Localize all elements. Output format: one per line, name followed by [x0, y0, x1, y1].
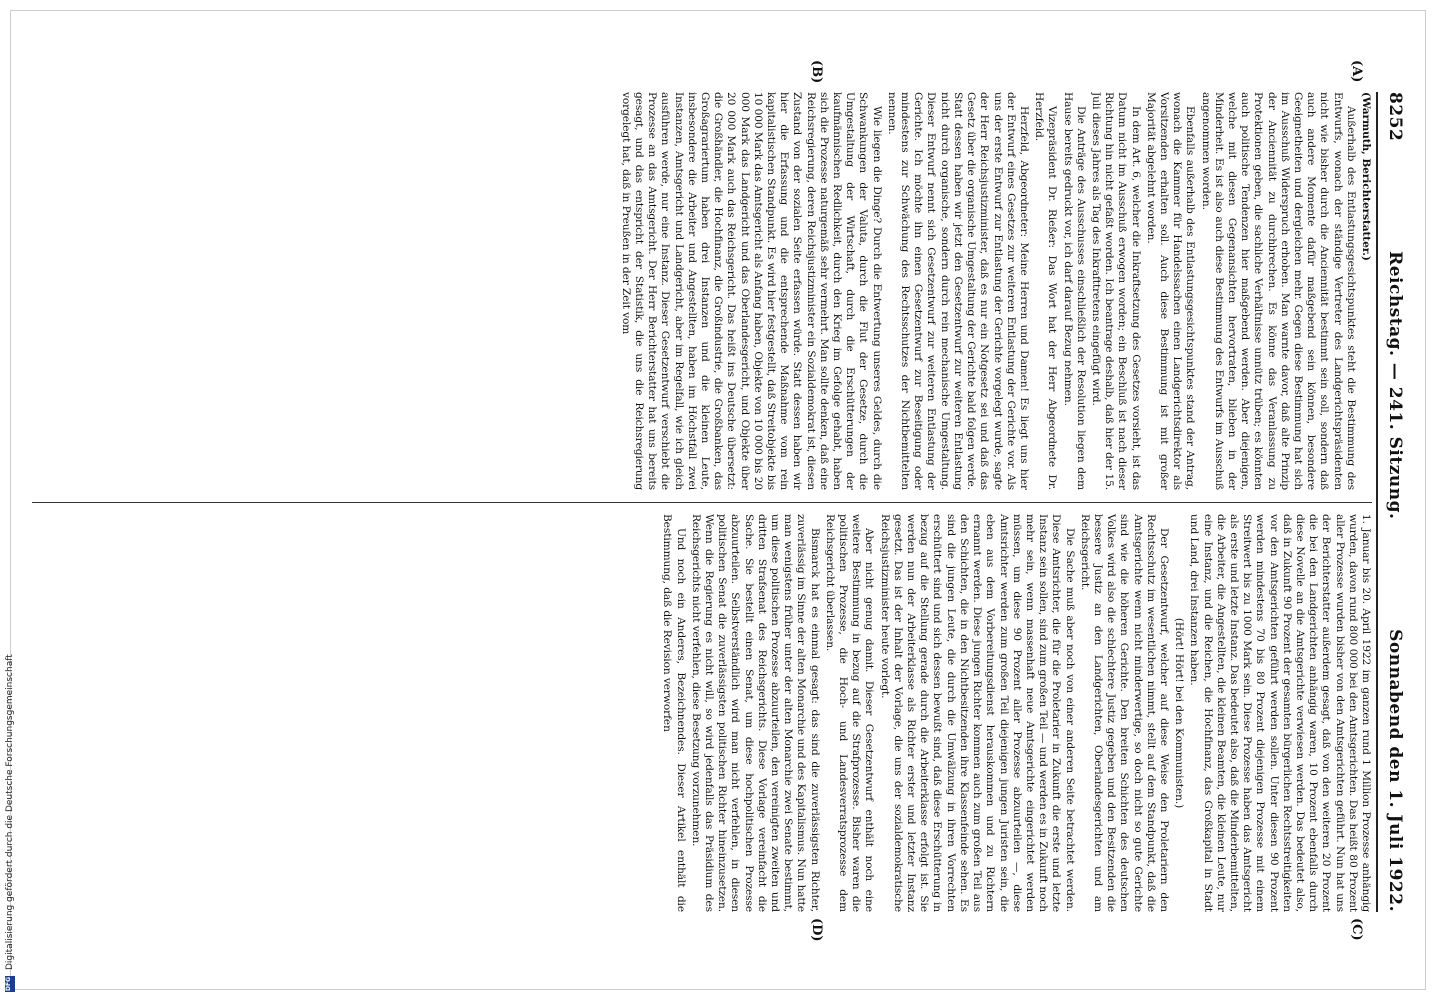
margin-marker-d: (D) [809, 918, 824, 942]
paragraph: Wie liegen die Dinge? Durch die Entwertung unseres Geldes, durch die Schwankungen der Valuta, durch die Flut der Gesetze, durch die Umgestaltung der Wirtschaft, durch die Erschütterungen der kaufmännischen Redlichkeit, durch den Krieg im Gefolge gehabt, haben sich die Prozesse naturgemäß sehr vermehrt. Man sollte denken, daß eine Reichsregierung, deren Reichsjustizminister ein Sozialdemokrat ist, diesen Zustand von der sozialen Seite erfassen würde. Statt dessen haben wir hier die Erfassung und die entsprechende Maßnahme vom rein kapitalistischen Standpunkt. Es wird hier festgestellt, daß Streitobjekte bis 10 000 Mark das Amtsgericht als Anfang haben, Objekte von 10 000 bis 20 000 Mark das Landgericht und das Oberlandesgericht, und Objekte über 20 000 Mark auch das Reichsgericht. Das heißt ins Deutsche übersetzt: die Großhändler, die Hochfinanz, die Großindustrie, die Großbanken, das Großagrariertum haben drei Instanzen und die kleinen Leute, insbesondere die Arbeiter und Angestellten, haben im Höchstfall zwei Instanzen, Amtsgericht und Landgericht, aber im Regelfall, wie ich gleich ausführen werde, nur eine Instanz. Dieser Gesetzentwurf verschiebt die Prozesse an das Amtsgericht. Der Herr Berichterstatter hat uns bereits gesagt, und das entspricht der Statistik, die uns die Reichsregierung vorgelegt hat, daß in Preußen in der Zeit vom [619, 92, 883, 490]
page-header [1382, 92, 1408, 912]
digitization-credit [4, 12, 16, 992]
left-column [22, 92, 1372, 490]
paragraph: (Warmuth, Berichterstatter.) [1360, 92, 1372, 261]
paragraph: Außerhalb des Entlastungsgesichtspunktes steht die Bestimmung des Entwurfs, wonach der ständige Vertreter des Landgerichtspräsidenten nicht wie bisher durch die Anciennität bestimmt sein soll, sondern daß auch andere Momente dafür maßgebend sein können, besondere Geeignetheiten und dergleichen mehr. Gegen diese Bestimmung hat sich im Ausschuß Widerspruch erhoben. Man warnte davor, daß alte Prinzip der Anciennität zu durchbrechen. Es könne das Veranlassung zu Protektionen geben, die sachliche Verhältnisse unnütz trüben; es könnten auch politische Tendenzen hier maßgebend werden. Aber diejenigen, welche mit diesen Gegenansichten hervortraten, blieben in der Minderheit. Es ist also auch diese Bestimmung des Entwurfs im Ausschuß angenommen worden. [1199, 92, 1357, 490]
paragraph: Ebenfalls außerhalb des Entlastungsgesichtspunktes stand der Antrag, wonach die Kammer für Handelssachen einen Landgerichtsdirektor als Vorsitzenden erhalten soll. Auch diese Bestimmung ist mit großer Majorität abgelehnt worden. [1144, 92, 1197, 490]
paragraph: Die Anträge des Ausschusses einschließlich der Resolution liegen dem Hause bereits gedruckt vor, ich darf darauf Bezug nehmen. [1061, 92, 1087, 490]
paragraph: Die Sache muß aber noch von einer anderen Seite betrachtet werden. Diese Amtsrichter, die für die Proletarier in Zukunft die erste und letzte Instanz sein sollen, sind zum großen Teil — und werden es in Zukunft noch mehr sein, wenn massenhaft neue Amtsgerichte eingerichtet werden müssen, um diese 90 Prozent aller Prozesse abzuurteilen —, diese Amtsrichter werden zum großen Teil diejenigen jungen Juristen sein, die eben aus dem Vorbereitungsdienst herauskommen und zu Richtern ernannt werden. Diese jungen Richter kommen auch zum großen Teil aus den Schichten, die in den Nichtbesitzenden ihre Klassenfeinde sehen. Es sind die jungen Leute, die durch die Umwälzung in ihren Vorrechten erschüttert sind und sich dessen bewußt sind, daß diese Erschütterung in bezug auf die Stellung gerade durch die Arbeiterklasse erfolgt ist. Sie werden nun der Arbeiterklasse als Richter erster und letzter Instanz gesetzt. Das ist der Inhalt der Vorlage, die uns der sozialdemokratische Reichsjustizminister heute vorlegt. [878, 514, 1076, 912]
paragraph: Aber nicht genug damit. Dieser Gesetzentwurf enthält noch eine weitere Bestimmung in bezug auf die Strafprozesse. Bisher waren die politischen Prozesse, die Hoch- und Landesverratsprozesse dem Reichsgericht überlassen. [823, 514, 876, 912]
paragraph: Vizepräsident Dr. Rießer: Das Wort hat der Herr Abgeordnete Dr. Herzfeld. [1033, 92, 1059, 490]
session-title: Reichstag. — 241. Sitzung. [1385, 251, 1405, 520]
column-divider [32, 502, 1372, 503]
paragraph: (Hört! Hört! bei den Kommunisten.) [1173, 617, 1186, 809]
session-date: Sonnabend den 1. Juli 1922. [1385, 629, 1405, 912]
dfg-logo-icon: DFG [5, 976, 15, 992]
paragraph: Bismarck hat es einmal gesagt: das sind die zuverlässigsten Richter, zuverlässig im Sinne der alten Monarchie und des Kapitalismus. Nun hatte man wenigstens früher unter der alten Monarchie zwei Senate bestimmt, um diese politischen Prozesse abzuurteilen, den vereinigten zweiten und dritten Strafsenat des Reichsgerichts. Diese Vorlage vereinfacht die Sache. Sie bestellt einen Senat, um diese hochpolitischen Prozesse abzuurteilen. Selbstverständlich wird man nicht verfehlen, in diesen politischen Senat die zuverlässigsten politischen Richter hineinzusetzen. Wenn die Regierung es nicht will, so wird jedenfalls das Präsidium des Reichsgerichts nicht verfehlen, diese Besetzung vorzunehmen. [689, 514, 821, 912]
right-column [22, 514, 1372, 912]
paragraph: Herzfeld, Abgeordneter: Meine Herren und Damen! Es liegt uns hier der Entwurf eines Gesetzes zur weiteren Entlastung der Gerichte vor. Als uns der erste Entwurf zur Entlastung der Gerichte vorgelegt wurde, sagte der Herr Reichsjustizminister, daß es nur ein Notgesetz sei und daß das Gesetz über die organische Umgestaltung der Gerichte bald folgen werde. Statt dessen haben wir jetzt den Gesetzentwurf zur weiteren Entlastung nicht durch organische, sondern durch rein mechanische Umgestaltung. Dieser Entwurf nennt sich Gesetzentwurf zur weiteren Entlastung der Gerichte. Ich möchte ihn einen Gesetzentwurf zur Beseitigung oder mindestens zur Schwächung des Rechtsschutzes der Nichtbemittelten nennen. [885, 92, 1030, 490]
paragraph: Und noch ein Anderes, Bezeichnendes. Dieser Artikel enthält die Bestimmung, daß die Revision verworfen [661, 514, 687, 912]
paragraph: Der Gesetzentwurf, welcher auf diese Weise den Proletariern den Rechtsschutz im wesentlichen nimmt, stellt auf dem Standpunkt, daß die Amtsgerichte wenn nicht minderwertige, so doch nicht so gute Gerichte sind wie die höheren Gerichte. Den breiten Schichten des deutschen Volkes wird also die schlechtere Justiz gegeben und den Besitzenden die bessere Justiz an den Landgerichten, Oberlandesgerichten und am Reichsgericht. [1078, 514, 1170, 912]
margin-marker-c: (C) [1349, 918, 1364, 941]
header-rule [1376, 92, 1378, 912]
paragraph: In dem Art. 6, welcher die Inkraftsetzung des Gesetzes vorsieht, ist das Datum nicht im Ausschuß erwogen worden; ein Beschluß ist nach dieser Richtung hin nicht gefaßt worden. Ich beantrage deshalb, daß hier der 15. Juli dieses Jahres als Tag des Inkrafttretens eingefügt wird. [1089, 92, 1142, 490]
margin-marker-b: (B) [809, 60, 824, 84]
credit-text: Digitalisierung gefördert durch die Deutsche Forschungsgemeinschaft [5, 654, 15, 970]
margin-marker-a: (A) [1349, 60, 1364, 83]
page-number: 8252 [1385, 92, 1405, 142]
paragraph: 1. Januar bis 20. April 1922 im ganzen rund 1 Million Prozesse anhängig wurden, davon rund 800 000 bei den Amtsgerichten. Das heißt 80 Prozent aller Prozesse wurden bisher von den Amtsgerichten geführt. Nun hat uns der Berichterstatter außerdem gesagt, daß von den weiteren 20 Prozent die bei den Landgerichten anhängig waren, 10 Prozent ebenfalls durch diese Novelle an die Amtsgerichte verwiesen werden. Das bedeutet also, daß in Zukunft 90 Prozent der gesamten bürgerlichen Rechtsstreitigkeiten vor den Amtsgerichten geführt werden sollen. Unter diesen 90 Prozent werden mindestens 70 bis 80 Prozent diejenigen Prozesse mit einem Streitwert bis zu 1000 Mark sein. Diese Prozesse haben das Amtsgericht als erste und letzte Instanz. Das bedeutet also, daß die Minderbemittelten, die Arbeiter, die Angestellten, die kleinen Beamten, die kleinen Leute, nur eine Instanz, und die Reichen, die Hochfinanz, das Großkapital in Stadt und Land, drei Instanzen haben. [1188, 514, 1372, 912]
